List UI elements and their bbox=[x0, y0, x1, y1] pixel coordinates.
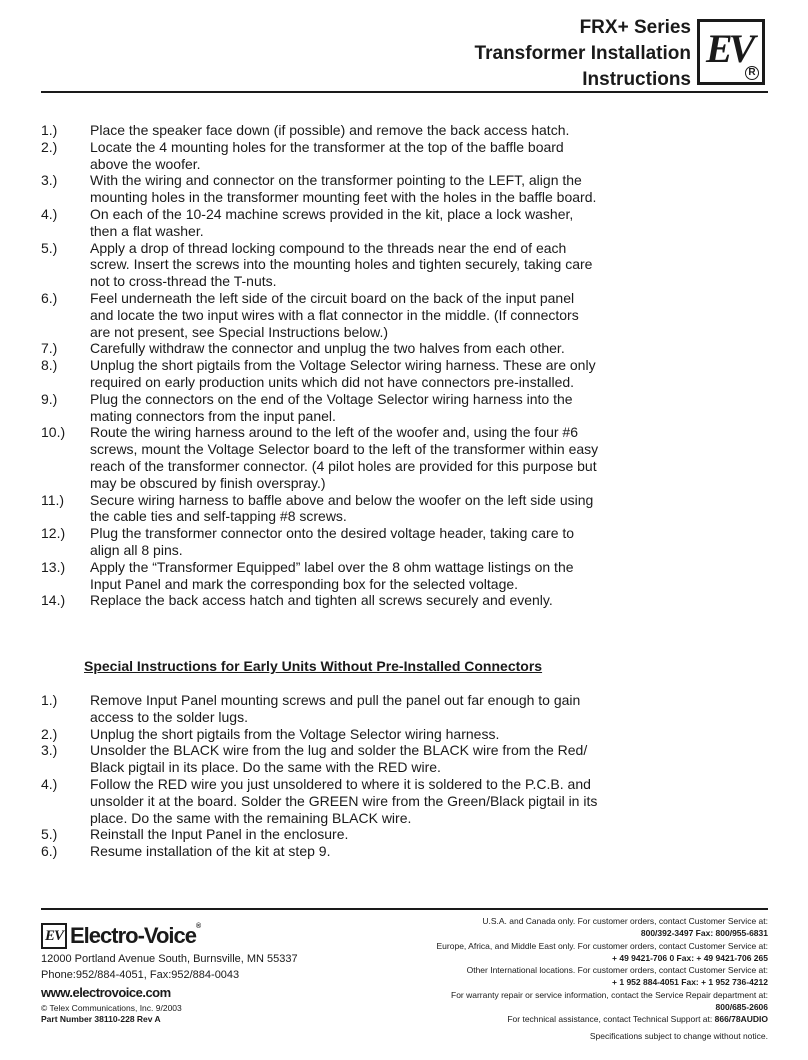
tech-support-line bbox=[348, 1013, 768, 1025]
special-instructions-heading: Special Instructions for Early Units Without Pre-Installed Connectors bbox=[84, 658, 543, 674]
footer-divider bbox=[41, 908, 768, 910]
list-item bbox=[41, 290, 601, 340]
contact-info bbox=[348, 915, 768, 1042]
step-number: 6.) bbox=[41, 289, 58, 306]
step-text: Reinstall the Input Panel in the enclosure. bbox=[90, 826, 349, 843]
step-text: Place the speaker face down (if possible) and remove the back access hatch. bbox=[90, 122, 570, 138]
company-phone-fax: Phone:952/884-4051, Fax:952/884-0043 bbox=[41, 969, 240, 981]
contact-line: Europe, Africa, and Middle East only. For customer orders, contact Customer Service at: bbox=[436, 940, 768, 951]
installation-steps bbox=[41, 122, 601, 609]
brand-name-text: Electro-Voice bbox=[70, 923, 196, 948]
company-address: 12000 Portland Avenue South, Burnsville, MN 55337 bbox=[41, 953, 298, 965]
title-line: Transformer Installation bbox=[474, 43, 691, 64]
list-item bbox=[41, 742, 601, 776]
step-text: Apply a drop of thread locking compound to the threads near the end of each screw. Insert the screws into the mounting holes and tighten securely, taking care not to cross-thread the T-nuts. bbox=[90, 239, 593, 290]
list-item bbox=[41, 559, 601, 593]
company-info bbox=[41, 922, 361, 1025]
step-number: 3.) bbox=[41, 742, 58, 759]
step-number: 7.) bbox=[41, 340, 58, 357]
list-item bbox=[41, 340, 601, 357]
contact-line: U.S.A. and Canada only. For customer orders, contact Customer Service at: bbox=[482, 916, 768, 926]
contact-line: 800/685-2606 bbox=[715, 1002, 768, 1013]
list-item bbox=[41, 726, 601, 743]
list-item bbox=[41, 391, 601, 425]
step-number: 5.) bbox=[41, 826, 58, 843]
list-item bbox=[41, 122, 601, 139]
header-divider bbox=[41, 91, 768, 93]
registered-mark: ® bbox=[195, 923, 201, 930]
contact-line: + 49 9421-706 0 Fax: + 49 9421-706 265 bbox=[612, 952, 768, 963]
contact-line: 800/392-3497 Fax: 800/955-6831 bbox=[640, 928, 768, 939]
step-number: 4.) bbox=[41, 775, 58, 792]
step-number: 12.) bbox=[41, 525, 66, 542]
step-number: 10.) bbox=[41, 424, 66, 441]
step-text: Unsolder the BLACK wire from the lug and solder the BLACK wire from the Red/ Black pigtail in its place. Do the same with the RED wire. bbox=[90, 742, 588, 776]
step-number: 5.) bbox=[41, 239, 58, 256]
part-number: Part Number 38110-228 Rev A bbox=[41, 1014, 161, 1024]
step-text: Secure wiring harness to baffle above and below the woofer on the left side using the cable ties and self-tapping #8 screws. bbox=[90, 491, 594, 525]
step-text: Carefully withdraw the connector and unplug the two halves from each other. bbox=[90, 340, 565, 357]
list-item bbox=[41, 843, 601, 860]
disclaimer: Specifications subject to change without notice. bbox=[589, 1030, 768, 1041]
contact-line: For warranty repair or service information, contact the Service Repair department at: bbox=[451, 989, 768, 1000]
step-text: Remove Input Panel mounting screws and pull the panel out far enough to gain access to the solder lugs. bbox=[90, 692, 581, 725]
step-text: Plug the connectors on the end of the Voltage Selector wiring harness into the mating connectors from the input panel. bbox=[90, 390, 573, 424]
list-item bbox=[41, 492, 601, 526]
step-text: Follow the RED wire you just unsoldered to where it is soldered to the P.C.B. and unsolder it at the board. Solder the GREEN wire from the Green/Black pigtail in its place. Do the same with the remaining BLACK wire. bbox=[90, 775, 598, 826]
step-text: Locate the 4 mounting holes for the transformer at the top of the baffle board above the woofer. bbox=[90, 138, 564, 172]
title-line: FRX+ Series bbox=[579, 17, 691, 38]
step-text: Unplug the short pigtails from the Voltage Selector wiring harness. bbox=[90, 725, 500, 742]
list-item bbox=[41, 206, 601, 240]
ev-logo-text: EV bbox=[706, 26, 752, 71]
step-text: Route the wiring harness around to the left of the woofer and, using the four #6 screws, mount the Voltage Selector board to the left of the transformer within easy reach of the transformer connector. (4 pilot holes are provided for this purpose but may be obscured by finish overspray.) bbox=[90, 424, 599, 491]
step-text: Unplug the short pigtails from the Voltage Selector wiring harness. These are only required on early production units which did not have connectors pre-installed. bbox=[90, 357, 596, 390]
step-number: 8.) bbox=[41, 357, 58, 374]
step-text: Feel underneath the left side of the circuit board on the back of the input panel and locate the two input wires with a flat connector in the middle. (If connectors are not present, see Special Instructions below.) bbox=[90, 289, 579, 340]
step-text: Apply the “Transformer Equipped” label over the 8 ohm wattage listings on the Input Panel and mark the corresponding box for the selected voltage. bbox=[90, 558, 574, 592]
list-item bbox=[41, 240, 601, 290]
copyright: © Telex Communications, Inc. 9/2003 bbox=[41, 1003, 182, 1013]
list-item bbox=[41, 826, 601, 843]
brand-name bbox=[70, 923, 200, 949]
step-number: 11.) bbox=[41, 491, 65, 508]
step-number: 9.) bbox=[41, 390, 58, 407]
step-number: 14.) bbox=[41, 592, 66, 609]
step-text: On each of the 10-24 machine screws provided in the kit, place a lock washer, then a flat washer. bbox=[90, 205, 574, 239]
step-number: 1.) bbox=[41, 122, 58, 138]
electro-voice-logo bbox=[41, 922, 361, 950]
contact-line: Other International locations. For customer orders, contact Customer Service at: bbox=[466, 965, 768, 976]
special-instructions-steps bbox=[41, 692, 601, 860]
page-title bbox=[475, 15, 691, 93]
ev-mark-icon: EV bbox=[41, 923, 67, 949]
title-line: Instructions bbox=[582, 69, 691, 90]
list-item bbox=[41, 776, 601, 826]
list-item bbox=[41, 424, 601, 491]
step-number: 2.) bbox=[41, 725, 58, 742]
contact-line: + 1 952 884-4051 Fax: + 1 952 736-4212 bbox=[612, 977, 768, 988]
step-number: 4.) bbox=[41, 205, 58, 222]
list-item bbox=[41, 692, 601, 726]
step-number: 6.) bbox=[41, 843, 58, 860]
registered-mark: R bbox=[745, 66, 759, 80]
list-item bbox=[41, 357, 601, 391]
list-item bbox=[41, 172, 601, 206]
step-text: Resume installation of the kit at step 9. bbox=[90, 843, 331, 860]
ev-logo bbox=[697, 19, 765, 85]
step-text: With the wiring and connector on the transformer pointing to the LEFT, align the mounting holes in the transformer mounting feet with the holes in the baffle board. bbox=[90, 172, 597, 206]
step-number: 3.) bbox=[41, 172, 58, 189]
step-text: Plug the transformer connector onto the desired voltage header, taking care to align all 8 pins. bbox=[90, 525, 575, 558]
tech-support-number: 866/78AUDIO bbox=[714, 1014, 768, 1025]
step-number: 13.) bbox=[41, 558, 66, 575]
list-item bbox=[41, 525, 601, 559]
website-link[interactable]: www.electrovoice.com bbox=[41, 985, 171, 1000]
list-item bbox=[41, 592, 601, 609]
step-number: 2.) bbox=[41, 138, 58, 155]
step-text: Replace the back access hatch and tighten all screws securely and evenly. bbox=[90, 592, 553, 609]
list-item bbox=[41, 139, 601, 173]
step-number: 1.) bbox=[41, 692, 58, 708]
tech-support-label: For technical assistance, contact Technical Support at: bbox=[507, 1014, 715, 1025]
